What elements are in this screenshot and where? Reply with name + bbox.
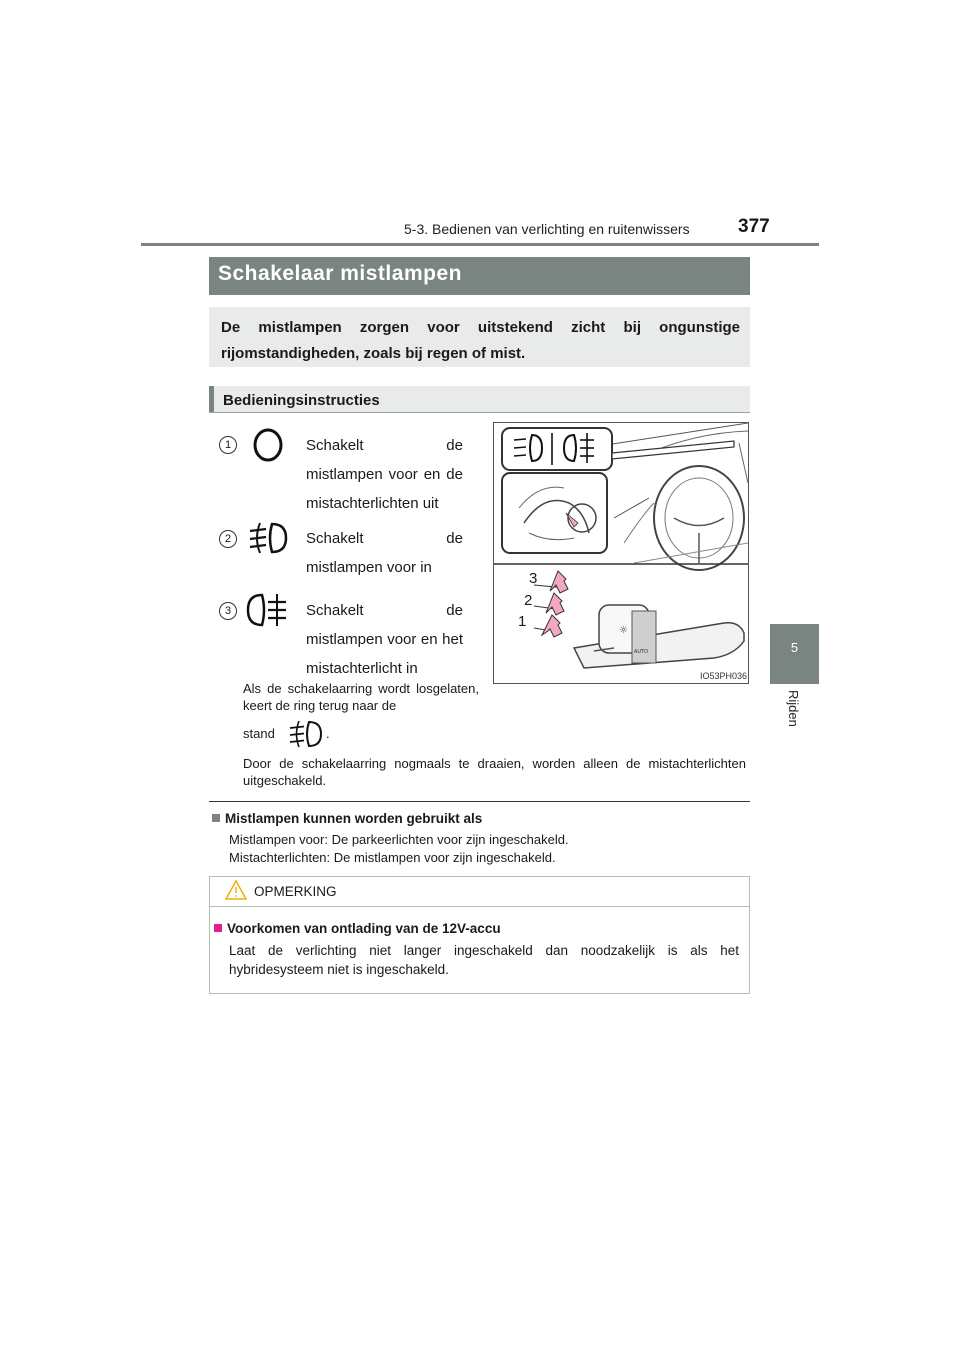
- conditions-heading: [212, 811, 482, 826]
- page-number: 377: [738, 216, 770, 237]
- callout-1: 1: [518, 613, 527, 630]
- conditions-title: Mistlampen kunnen worden gebruikt als: [225, 811, 483, 826]
- notice-heading-text: Voorkomen van ontlading van de 12V-accu: [227, 921, 501, 936]
- condition-line-2: Mistachterlichten: De mistlampen voor zijn ingeschakeld.: [229, 850, 556, 865]
- notice-label: OPMERKING: [254, 884, 337, 899]
- callout-2: 2: [524, 592, 533, 609]
- notice-divider: [210, 906, 749, 907]
- fog-off-icon: [250, 426, 286, 464]
- figure-code: IO53PH036: [700, 671, 748, 681]
- section-header: 5-3. Bedienen van verlichting en ruitenwissers: [404, 221, 690, 237]
- release-note: Als de schakelaarring wordt losgelaten, keert de ring terug naar de: [243, 681, 479, 713]
- release-note-end: .: [326, 726, 330, 741]
- second-turn-note: Door de schakelaarring nogmaals te draaien, worden alleen de mistachterlichten uitgeschakeld.: [243, 756, 746, 788]
- bullet-square-icon: [214, 924, 222, 932]
- item-number-2: 2: [219, 530, 237, 548]
- notice-heading: [214, 921, 501, 936]
- item-number-1: 1: [219, 436, 237, 454]
- page-title: Schakelaar mistlampen: [218, 262, 462, 285]
- front-fog-icon: [246, 519, 290, 557]
- warning-triangle-icon: [224, 879, 248, 901]
- front-fog-inline-icon: [287, 719, 325, 749]
- header-divider: [141, 243, 819, 246]
- callout-3: 3: [529, 570, 538, 587]
- bullet-square-icon: [212, 814, 220, 822]
- subsection-title: Bedieningsinstructies: [223, 392, 380, 409]
- intro-text: De mistlampen zorgen voor uitstekend zicht bij ongunstige rijomstandigheden, zoals bij regen of mist.: [221, 319, 740, 362]
- item-number-3: 3: [219, 602, 237, 620]
- item-text-3: Schakelt de mistlampen voor en het mistachterlicht in: [306, 602, 463, 677]
- release-note-stand: stand: [243, 726, 275, 741]
- subsection-accent: [209, 386, 214, 412]
- chapter-tab-label: Rijden: [786, 690, 801, 727]
- item-text-1: Schakelt de mistlampen voor en de mistachterlichten uit: [306, 437, 463, 512]
- illustration-drawing: [494, 423, 748, 683]
- item-text-2: Schakelt de mistlampen voor in: [306, 530, 463, 576]
- notice-body: Laat de verlichting niet langer ingeschakeld dan noodzakelijk is als het hybridesysteem niet is ingeschakeld.: [229, 943, 739, 977]
- section-divider: [209, 801, 750, 802]
- chapter-tab-number: 5: [790, 640, 799, 655]
- svg-text:AUTO: AUTO: [634, 649, 649, 655]
- rear-fog-icon: [246, 590, 290, 630]
- condition-line-1: Mistlampen voor: De parkeerlichten voor zijn ingeschakeld.: [229, 832, 569, 847]
- switch-illustration: [493, 422, 749, 684]
- svg-text:☼: ☼: [619, 625, 628, 636]
